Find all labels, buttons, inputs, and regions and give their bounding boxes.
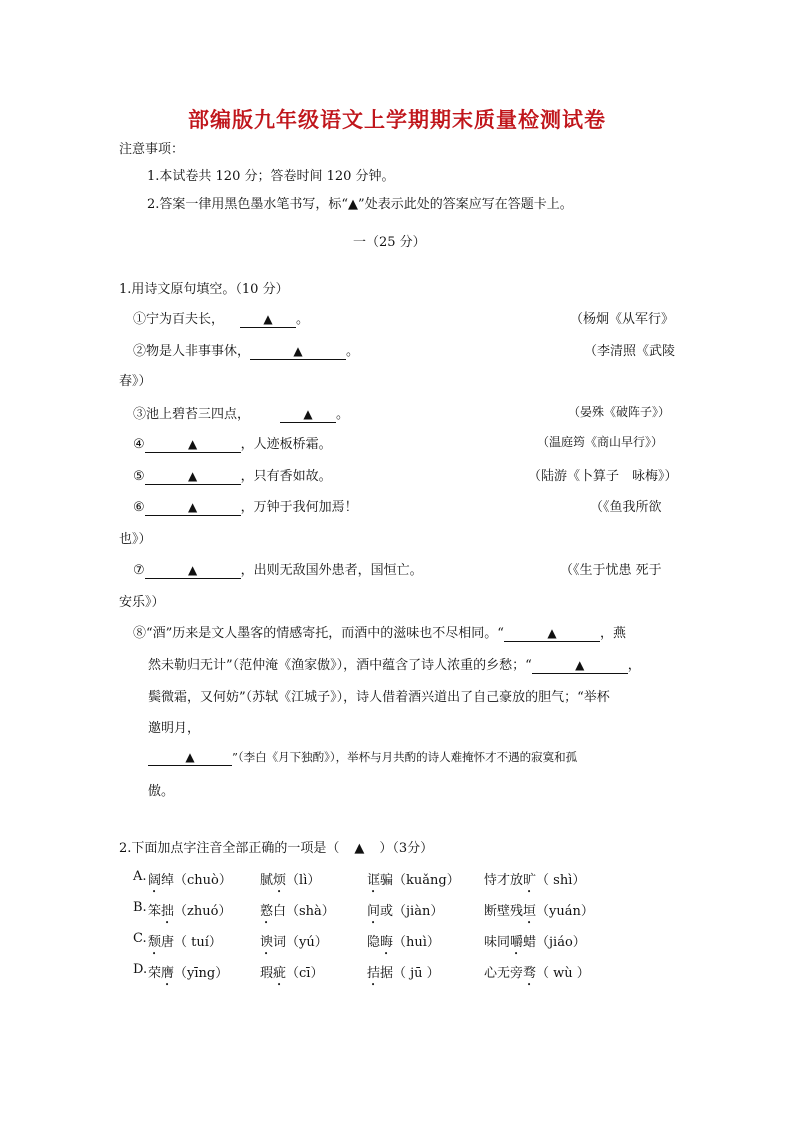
word-part: 瑕 xyxy=(260,966,274,981)
dotted-character: 膺 xyxy=(161,966,175,981)
word-part: （lì） xyxy=(286,873,321,888)
q1-item-3 xyxy=(133,403,349,423)
word-part: 味同 xyxy=(484,935,511,950)
item-prefix: ②物是人非事事休， xyxy=(133,344,251,359)
item-text: ， xyxy=(627,658,641,673)
dotted-character: 谀 xyxy=(260,935,274,950)
q1-item-2 xyxy=(133,340,359,360)
q1-item-8-line-5 xyxy=(148,749,577,766)
item-source: （杨炯《从军行》 xyxy=(570,312,675,327)
dotted-character: 烦 xyxy=(273,873,287,888)
answer-blank: ▲ xyxy=(148,750,232,766)
option-word xyxy=(484,962,590,989)
item-prefix: ③池上碧苔三四点， xyxy=(133,407,251,422)
option-letter[interactable]: D. xyxy=(133,962,148,977)
option-word xyxy=(148,931,222,958)
word-part: （cī） xyxy=(286,966,324,981)
answer-blank: ▲ xyxy=(532,658,628,674)
answer-blank: ▲ xyxy=(145,563,241,579)
page-title: 部编版九年级语文上学期期末质量检测试卷 xyxy=(188,108,606,132)
dotted-character: 憝 xyxy=(260,904,274,919)
item-source: （陆游《卜算子 咏梅》） xyxy=(528,469,678,484)
option-word xyxy=(367,900,443,927)
dotted-character: 晦 xyxy=(380,935,394,950)
dotted-character: 间 xyxy=(367,904,381,919)
dotted-character: 嚼 xyxy=(510,935,524,950)
dotted-character: 旷 xyxy=(523,873,537,888)
option-word xyxy=(148,869,232,896)
item-text: ，燕 xyxy=(599,626,626,641)
dotted-character: 骛 xyxy=(523,966,537,981)
word-part: 唐（ tuí） xyxy=(161,935,222,950)
q1-item-8-line-1 xyxy=(133,622,626,642)
dotted-character: 拮 xyxy=(367,966,381,981)
option-word xyxy=(484,900,594,927)
item-suffix: ，出则无敌国外患者，国恒亡。 xyxy=(240,563,423,578)
option-word xyxy=(148,962,228,989)
item-prefix: ⑥ xyxy=(133,500,145,515)
item-suffix: ，只有香如故。 xyxy=(240,469,332,484)
answer-blank: ▲ xyxy=(145,500,241,516)
q1-item-1 xyxy=(133,308,309,328)
item-source: （《鱼我所欲 xyxy=(590,500,662,515)
word-part: 词（yú） xyxy=(273,935,328,950)
option-letter[interactable]: C. xyxy=(133,931,147,946)
dotted-character: 拙 xyxy=(161,904,175,919)
option-word xyxy=(367,962,440,989)
section-heading: 一（25 分） xyxy=(353,235,426,250)
option-word xyxy=(367,869,460,896)
answer-blank: ▲ xyxy=(145,437,241,453)
dotted-character: 诓 xyxy=(367,873,381,888)
word-part: （yuán） xyxy=(536,904,594,919)
word-part: 白（shà） xyxy=(273,904,335,919)
stem-text: 2.下面加点字注音全部正确的一项是（ xyxy=(119,841,340,856)
notice-label: 注意事项： xyxy=(119,142,185,157)
option-word xyxy=(148,900,231,927)
word-part: （zhuó） xyxy=(174,904,232,919)
dotted-character: 颓 xyxy=(148,935,162,950)
dotted-character: 疵 xyxy=(273,966,287,981)
option-word xyxy=(484,869,585,896)
item-prefix: ①宁为百夫长， xyxy=(133,312,225,327)
item-source-continued: 安乐》） xyxy=(119,595,165,610)
word-part: 隐 xyxy=(367,935,381,950)
item-source-continued: 春》） xyxy=(119,374,152,389)
item-suffix: ，人迹板桥霜。 xyxy=(240,437,332,452)
word-part: 笨 xyxy=(148,904,162,919)
option-word xyxy=(260,900,335,927)
item-text: 然未勒归无计”（范仲淹《渔家傲》），酒中蕴含了诗人浓重的乡愁；“ xyxy=(148,658,532,673)
word-part: 恃才放 xyxy=(484,873,524,888)
word-part: 或（jiàn） xyxy=(380,904,444,919)
item-suffix: ，万钟于我何加焉！ xyxy=(240,500,358,515)
item-prefix: ⑤ xyxy=(133,469,145,484)
option-word xyxy=(260,962,323,989)
item-suffix: 。 xyxy=(296,312,310,327)
option-word xyxy=(484,931,586,958)
q1-item-6 xyxy=(133,496,358,516)
answer-blank: ▲ xyxy=(280,407,336,423)
q1-item-8-line-3: 鬓微霜，又何妨”（苏轼《江城子》），诗人借着酒兴道出了自己豪放的胆气；“举杯 xyxy=(148,690,610,705)
word-part: （ wù ） xyxy=(536,966,590,981)
q1-item-4 xyxy=(133,433,332,453)
item-text: ⑧“酒”历来是文人墨客的情感寄托，而酒中的滋味也不尽相同。“ xyxy=(133,626,504,641)
word-part: 心无旁 xyxy=(484,966,524,981)
q1-item-7 xyxy=(133,559,423,579)
item-source: （《生于忧患 死于 xyxy=(560,563,662,578)
item-source: （温庭筠《商山早行》） xyxy=(537,435,664,449)
option-word xyxy=(260,931,328,958)
q1-item-8-line-4: 邀明月， xyxy=(148,721,201,736)
q1-item-8-line-6: 傲。 xyxy=(148,784,175,799)
word-part: 断壁残 xyxy=(484,904,524,919)
item-prefix: ⑦ xyxy=(133,563,145,578)
item-text: ”（李白《月下独酌》），举杯与月共酌的诗人难掩怀才不遇的寂寞和孤 xyxy=(232,750,578,764)
item-prefix: ④ xyxy=(133,437,145,452)
answer-blank: ▲ xyxy=(240,312,296,328)
option-word xyxy=(367,931,440,958)
answer-blank: ▲ xyxy=(250,344,346,360)
stem-text: ）（3分） xyxy=(379,841,434,856)
notice-item: 2.答案一律用黑色墨水笔书写，标“▲”处表示此处的答案应写在答题卡上。 xyxy=(147,197,573,212)
dotted-character: 垣 xyxy=(523,904,537,919)
word-part: 绰（chuò） xyxy=(161,873,232,888)
word-part: （huì） xyxy=(393,935,440,950)
answer-blank: ▲ xyxy=(354,841,365,856)
item-source: （李清照《武陵 xyxy=(584,344,676,359)
dotted-character: 阔 xyxy=(148,873,162,888)
option-letter[interactable]: B. xyxy=(133,900,147,915)
word-part: 蜡（jiáo） xyxy=(523,935,586,950)
q1-item-8-line-2 xyxy=(148,654,641,674)
question-2-stem xyxy=(119,837,433,856)
item-source: （晏殊《破阵子》） xyxy=(568,405,671,419)
answer-blank: ▲ xyxy=(504,626,600,642)
word-part: （yīng） xyxy=(174,966,229,981)
word-part: 骗（kuǎng） xyxy=(380,873,460,888)
word-part: 据（ jū ） xyxy=(380,966,440,981)
word-part: 荣 xyxy=(148,966,162,981)
item-source-continued: 也》） xyxy=(119,532,152,547)
word-part: （ shì） xyxy=(536,873,586,888)
question-1-stem: 1.用诗文原句填空。（10 分） xyxy=(119,282,289,297)
answer-blank: ▲ xyxy=(145,469,241,485)
option-letter[interactable]: A. xyxy=(133,869,147,884)
word-part: 腻 xyxy=(260,873,274,888)
notice-item: 1.本试卷共 120 分；答卷时间 120 分钟。 xyxy=(147,169,395,184)
q1-item-5 xyxy=(133,465,332,485)
option-word xyxy=(260,869,320,896)
item-suffix: 。 xyxy=(346,344,360,359)
item-suffix: 。 xyxy=(336,407,350,422)
